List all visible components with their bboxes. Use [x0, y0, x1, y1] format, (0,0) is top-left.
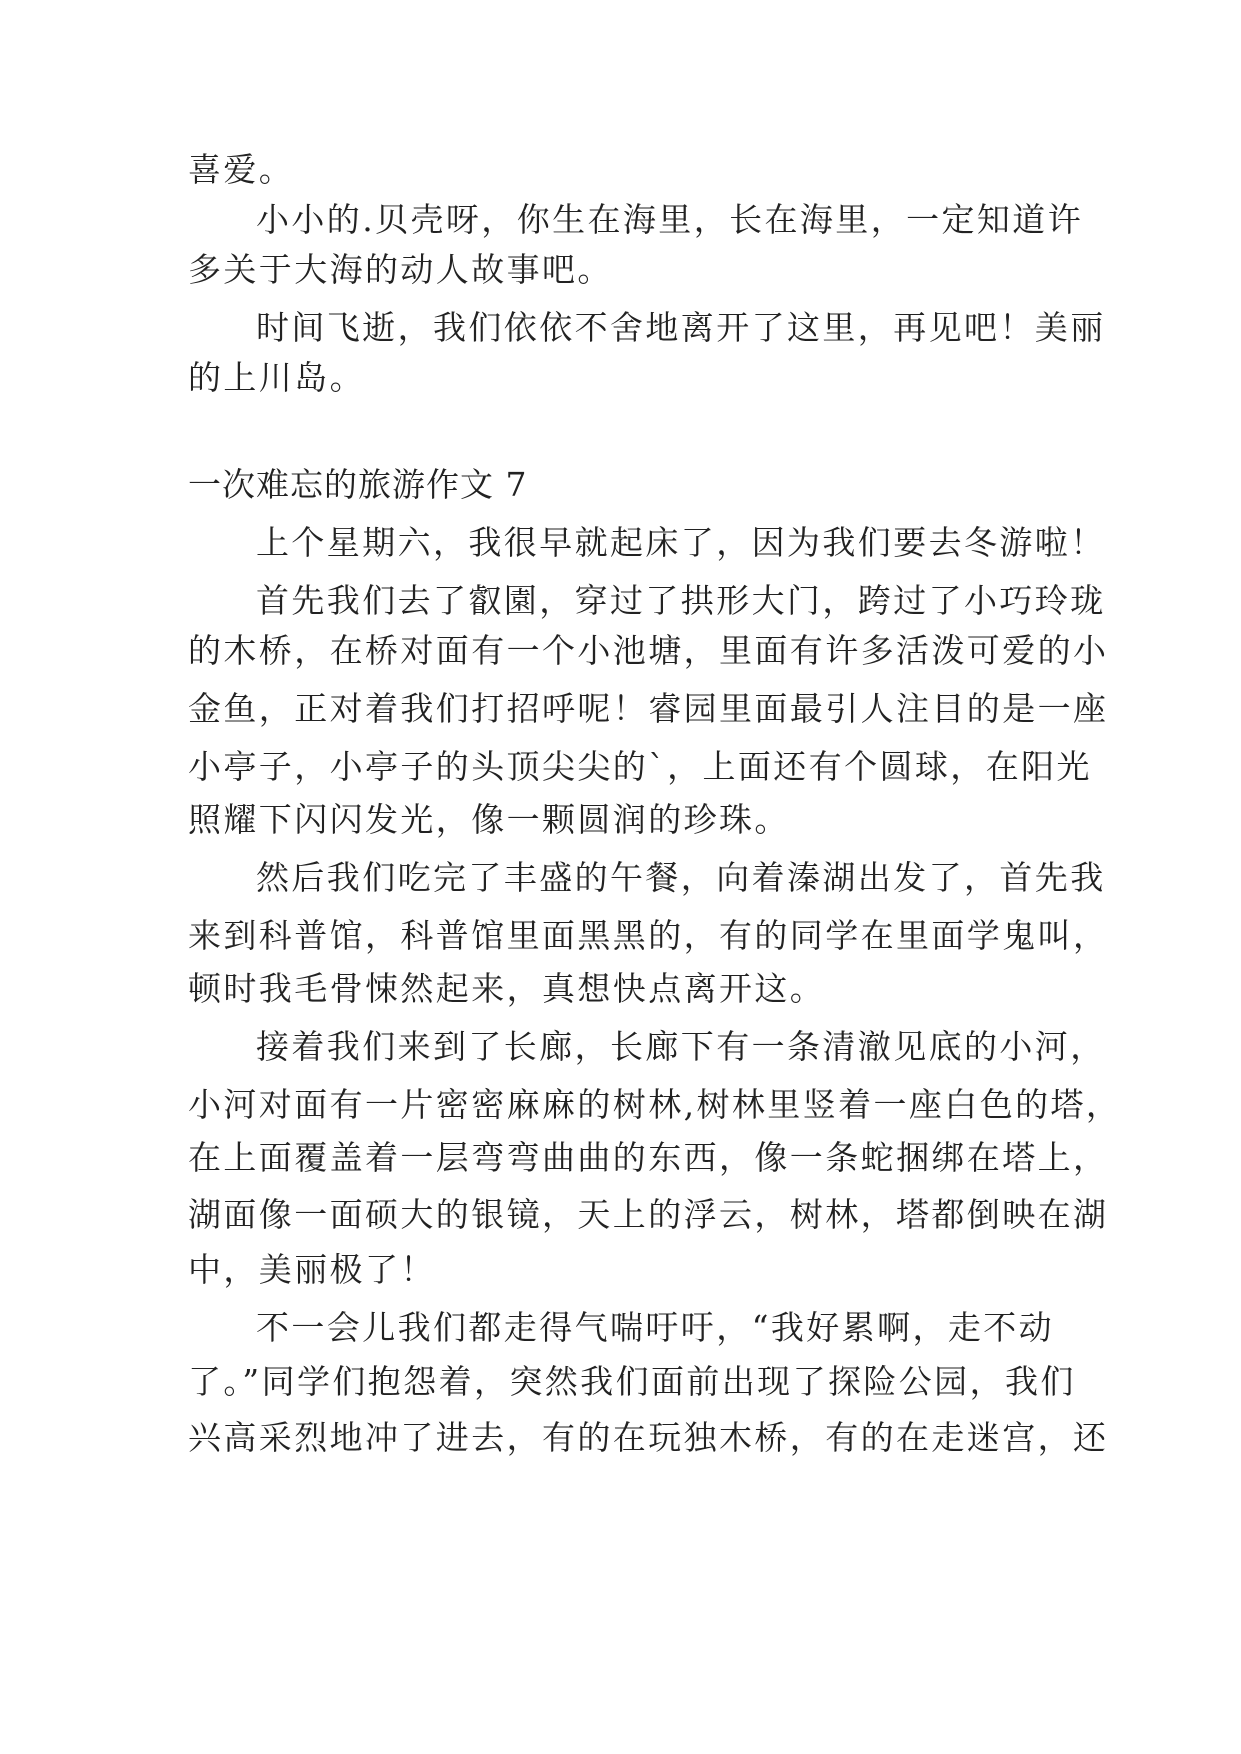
text-line: 在上面覆盖着一层弯弯曲曲的东西，像一条蛇捆绑在塔上，: [188, 1138, 1109, 1177]
section-heading: 一次难忘的旅游作文 7: [188, 465, 528, 504]
text-line: 小河对面有一片密密麻麻的树林,树林里竖着一座白色的塔，: [188, 1085, 1122, 1124]
text-line: 照耀下闪闪发光，像一颗圆润的珍珠。: [188, 800, 790, 839]
paragraph-start-line: 接着我们来到了长廊，长廊下有一条清澈见底的小河，: [256, 1027, 1106, 1066]
text-line: 多关于大海的动人故事吧。: [188, 250, 613, 289]
paragraph-start-line: 时间飞逝，我们依依不舍地离开了这里，再见吧！美丽: [256, 308, 1106, 347]
text-line: 的上川岛。: [188, 358, 365, 397]
text-line: 兴高采烈地冲了进去，有的在玩独木桥，有的在走迷宫，还: [188, 1418, 1109, 1457]
paragraph-start-line: 上个星期六，我很早就起床了，因为我们要去冬游啦！: [256, 523, 1106, 562]
text-line: 来到科普馆，科普馆里面黑黑的，有的同学在里面学鬼叫，: [188, 916, 1109, 955]
text-line: 的木桥，在桥对面有一个小池塘，里面有许多活泼可爱的小: [188, 631, 1109, 670]
text-line: 小亭子，小亭子的头顶尖尖的`，上面还有个圆球，在阳光: [188, 747, 1092, 786]
paragraph-start-line: 不一会儿我们都走得气喘吁吁，“我好累啊，走不动: [256, 1308, 1055, 1347]
text-line: 顿时我毛骨悚然起来，真想快点离开这。: [188, 969, 826, 1008]
text-line: 金鱼，正对着我们打招呼呢！睿园里面最引人注目的是一座: [188, 689, 1109, 728]
paragraph-start-line: 小小的.贝壳呀，你生在海里，长在海里，一定知道许: [256, 200, 1084, 239]
paragraph-start-line: 首先我们去了叡園，穿过了拱形大门，跨过了小巧玲珑: [256, 581, 1106, 620]
text-line: 中，美丽极了！: [188, 1250, 436, 1289]
text-line: 喜爱。: [188, 150, 295, 189]
paragraph-start-line: 然后我们吃完了丰盛的午餐，向着溱湖出发了，首先我: [256, 858, 1106, 897]
text-line: 了。”同学们抱怨着，突然我们面前出现了探险公园，我们: [188, 1362, 1076, 1401]
text-line: 湖面像一面硕大的银镜，天上的浮云，树林，塔都倒映在湖: [188, 1195, 1109, 1234]
